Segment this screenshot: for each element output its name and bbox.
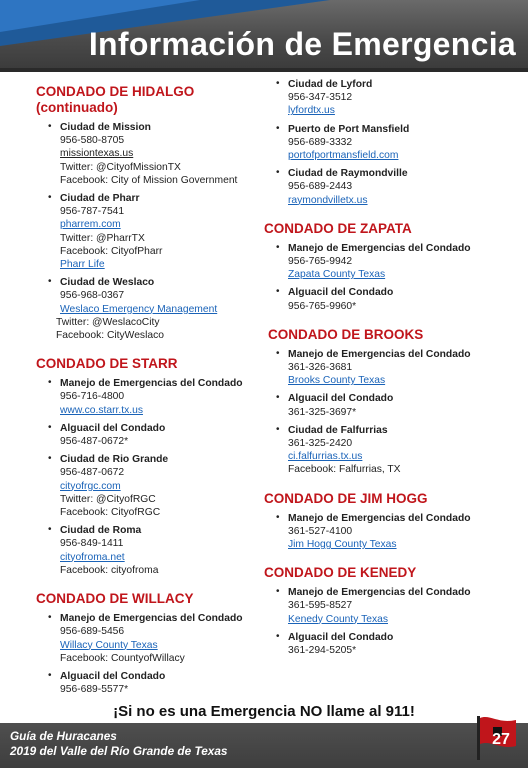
page-footer bbox=[0, 723, 528, 768]
twitter-handle: Twitter: @PharrTX bbox=[60, 232, 145, 244]
item-name: • Alguacil del Condado bbox=[288, 393, 394, 405]
facebook-page: Facebook: CityofPharr bbox=[60, 245, 163, 257]
facebook-page: Facebook: Falfurrias, TX bbox=[288, 464, 401, 476]
website-link[interactable]: Jim Hogg County Texas bbox=[288, 539, 397, 551]
right-column bbox=[264, 78, 514, 657]
list-item bbox=[36, 276, 268, 316]
secondary-link[interactable]: Pharr Life bbox=[60, 259, 105, 271]
item-name: • Ciudad de Pharr bbox=[60, 193, 140, 205]
zapata-list bbox=[264, 242, 514, 313]
phone-number: 956-689-5456 bbox=[60, 626, 125, 638]
item-name: • Manejo de Emergencias del Condado bbox=[288, 587, 471, 599]
website-link[interactable]: raymondvilletx.us bbox=[288, 194, 368, 206]
facebook-page: Facebook: CityofRGC bbox=[60, 507, 161, 519]
item-name: • Manejo de Emergencias del Condado bbox=[288, 512, 471, 524]
phone-number: 956-787-7541 bbox=[60, 206, 125, 218]
website-link[interactable]: Zapata County Texas bbox=[288, 269, 386, 281]
phone-number: 361-595-8527 bbox=[288, 600, 353, 612]
jim-hogg-list bbox=[264, 512, 514, 552]
page-title: Información de Emergencia bbox=[88, 26, 516, 62]
item-name: • Manejo de Emergencias del Condado bbox=[288, 348, 471, 360]
website-link[interactable]: Brooks County Texas bbox=[288, 375, 386, 387]
website-link[interactable]: portofportmansfield.com bbox=[288, 150, 399, 162]
phone-number: 956-487-0672* bbox=[60, 436, 129, 448]
emergency-notice: ¡Si no es una Emergencia NO llame al 911! bbox=[113, 703, 415, 720]
item-name: • Alguacil del Condado bbox=[288, 631, 394, 643]
county-heading-hidalgo: CONDADO DE HIDALGO bbox=[36, 84, 195, 99]
item-name: • Ciudad de Mission bbox=[60, 122, 151, 133]
list-item bbox=[36, 121, 268, 187]
website-link[interactable]: Kenedy County Texas bbox=[288, 613, 388, 625]
left-column bbox=[36, 80, 268, 696]
website-link[interactable]: www.co.starr.tx.us bbox=[60, 404, 143, 416]
list-item bbox=[264, 631, 514, 657]
website-link[interactable]: Willacy County Texas bbox=[60, 639, 158, 651]
phone-number: 956-689-3332 bbox=[288, 136, 353, 148]
kenedy-list bbox=[264, 586, 514, 657]
website-link[interactable]: Weslaco Emergency Management bbox=[60, 303, 218, 315]
list-item bbox=[36, 612, 268, 665]
list-item bbox=[264, 586, 514, 626]
facebook-page: Facebook: City of Mission Government bbox=[60, 174, 238, 186]
page-header bbox=[0, 0, 528, 72]
item-name: • Alguacil del Condado bbox=[288, 287, 394, 299]
list-item bbox=[264, 167, 514, 207]
footer-text bbox=[10, 729, 227, 759]
website-link[interactable]: pharrem.com bbox=[60, 219, 121, 231]
list-item bbox=[36, 192, 268, 271]
brooks-list bbox=[264, 348, 514, 477]
phone-number: 956-347-3512 bbox=[288, 92, 353, 104]
phone-number: 956-765-9960* bbox=[288, 300, 357, 312]
header-shadow bbox=[0, 68, 528, 72]
twitter-handle: Twitter: @WeslacoCity bbox=[56, 316, 160, 328]
list-item bbox=[36, 524, 268, 577]
website-link[interactable]: lyfordtx.us bbox=[288, 105, 335, 117]
item-name: • Manejo de Emergencias del Condado bbox=[288, 242, 471, 254]
website-link[interactable]: cityofroma.net bbox=[60, 551, 125, 563]
phone-number: 956-849-1411 bbox=[60, 538, 124, 550]
facebook-page: Facebook: CityWeslaco bbox=[56, 330, 164, 342]
item-name: • Manejo de Emergencias del Condado bbox=[60, 378, 243, 390]
facebook-page: Facebook: CountyofWillacy bbox=[60, 652, 185, 664]
twitter-handle: Twitter: @CityofMissionTX bbox=[60, 161, 181, 173]
willacy-list bbox=[36, 612, 268, 696]
list-item bbox=[36, 670, 268, 696]
county-heading-continued: (continuado) bbox=[36, 100, 118, 115]
county-heading-kenedy: CONDADO DE KENEDY bbox=[264, 565, 417, 581]
phone-number: 361-325-2420 bbox=[288, 438, 353, 450]
hidalgo-list bbox=[36, 121, 268, 316]
twitter-handle: Twitter: @CityofRGC bbox=[60, 493, 156, 505]
county-heading-starr: CONDADO DE STARR bbox=[36, 356, 178, 372]
starr-list bbox=[36, 377, 268, 577]
county-heading-zapata: CONDADO DE ZAPATA bbox=[264, 220, 412, 236]
phone-number: 361-325-3697* bbox=[288, 406, 357, 418]
phone-number: 956-487-0672 bbox=[60, 467, 125, 479]
item-name: • Ciudad de Weslaco bbox=[60, 277, 155, 289]
item-name: • Ciudad de Rio Grande bbox=[60, 454, 169, 466]
phone-number: 361-326-3681 bbox=[288, 362, 353, 374]
list-item bbox=[264, 424, 514, 477]
phone-number: 956-716-4800 bbox=[60, 391, 125, 403]
item-name: • Ciudad de Falfurrias bbox=[288, 424, 388, 436]
list-item bbox=[264, 242, 514, 282]
website-link[interactable]: missiontexas.us bbox=[60, 148, 134, 160]
phone-number: 956-689-5577* bbox=[60, 684, 129, 696]
phone-number: 956-968-0367 bbox=[60, 290, 125, 302]
list-item bbox=[36, 422, 268, 448]
website-link[interactable]: ci.falfurrias.tx.us bbox=[288, 451, 363, 463]
item-name: • Manejo de Emergencias del Condado bbox=[60, 613, 243, 625]
guide-title: Guía de Huracanes bbox=[10, 729, 117, 743]
item-name: • Puerto de Port Mansfield bbox=[288, 123, 410, 135]
item-name: • Alguacil del Condado bbox=[60, 670, 166, 682]
item-name: • Alguacil del Condado bbox=[60, 422, 166, 434]
list-item bbox=[264, 512, 514, 552]
guide-subtitle: 2019 del Valle del Río Grande de Texas bbox=[10, 744, 228, 758]
county-heading-willacy: CONDADO DE WILLACY bbox=[36, 591, 194, 607]
page-number: 27 bbox=[492, 731, 510, 748]
county-heading-brooks: CONDADO DE BROOKS bbox=[268, 326, 424, 342]
list-item bbox=[264, 123, 514, 163]
list-item bbox=[264, 392, 514, 418]
county-heading-jim-hogg: CONDADO DE JIM HOGG bbox=[264, 490, 428, 506]
facebook-page: Facebook: cityofroma bbox=[60, 564, 159, 576]
phone-number: 956-689-2443 bbox=[288, 181, 353, 193]
list-item bbox=[36, 453, 268, 519]
website-link[interactable]: cityofrgc.com bbox=[60, 480, 121, 492]
phone-number: 361-527-4100 bbox=[288, 525, 353, 537]
list-item bbox=[264, 348, 514, 388]
item-name: • Ciudad de Roma bbox=[60, 525, 142, 537]
list-item bbox=[36, 377, 268, 417]
phone-number: 956-765-9942 bbox=[288, 256, 353, 268]
phone-number: 361-294-5205* bbox=[288, 645, 357, 657]
phone-number: 956-580-8705 bbox=[60, 135, 125, 147]
list-item bbox=[264, 78, 514, 118]
willacy-cities-list bbox=[264, 78, 514, 207]
item-name: • Ciudad de Raymondville bbox=[288, 168, 408, 180]
list-item bbox=[264, 286, 514, 312]
item-name: • Ciudad de Lyford bbox=[288, 79, 373, 90]
